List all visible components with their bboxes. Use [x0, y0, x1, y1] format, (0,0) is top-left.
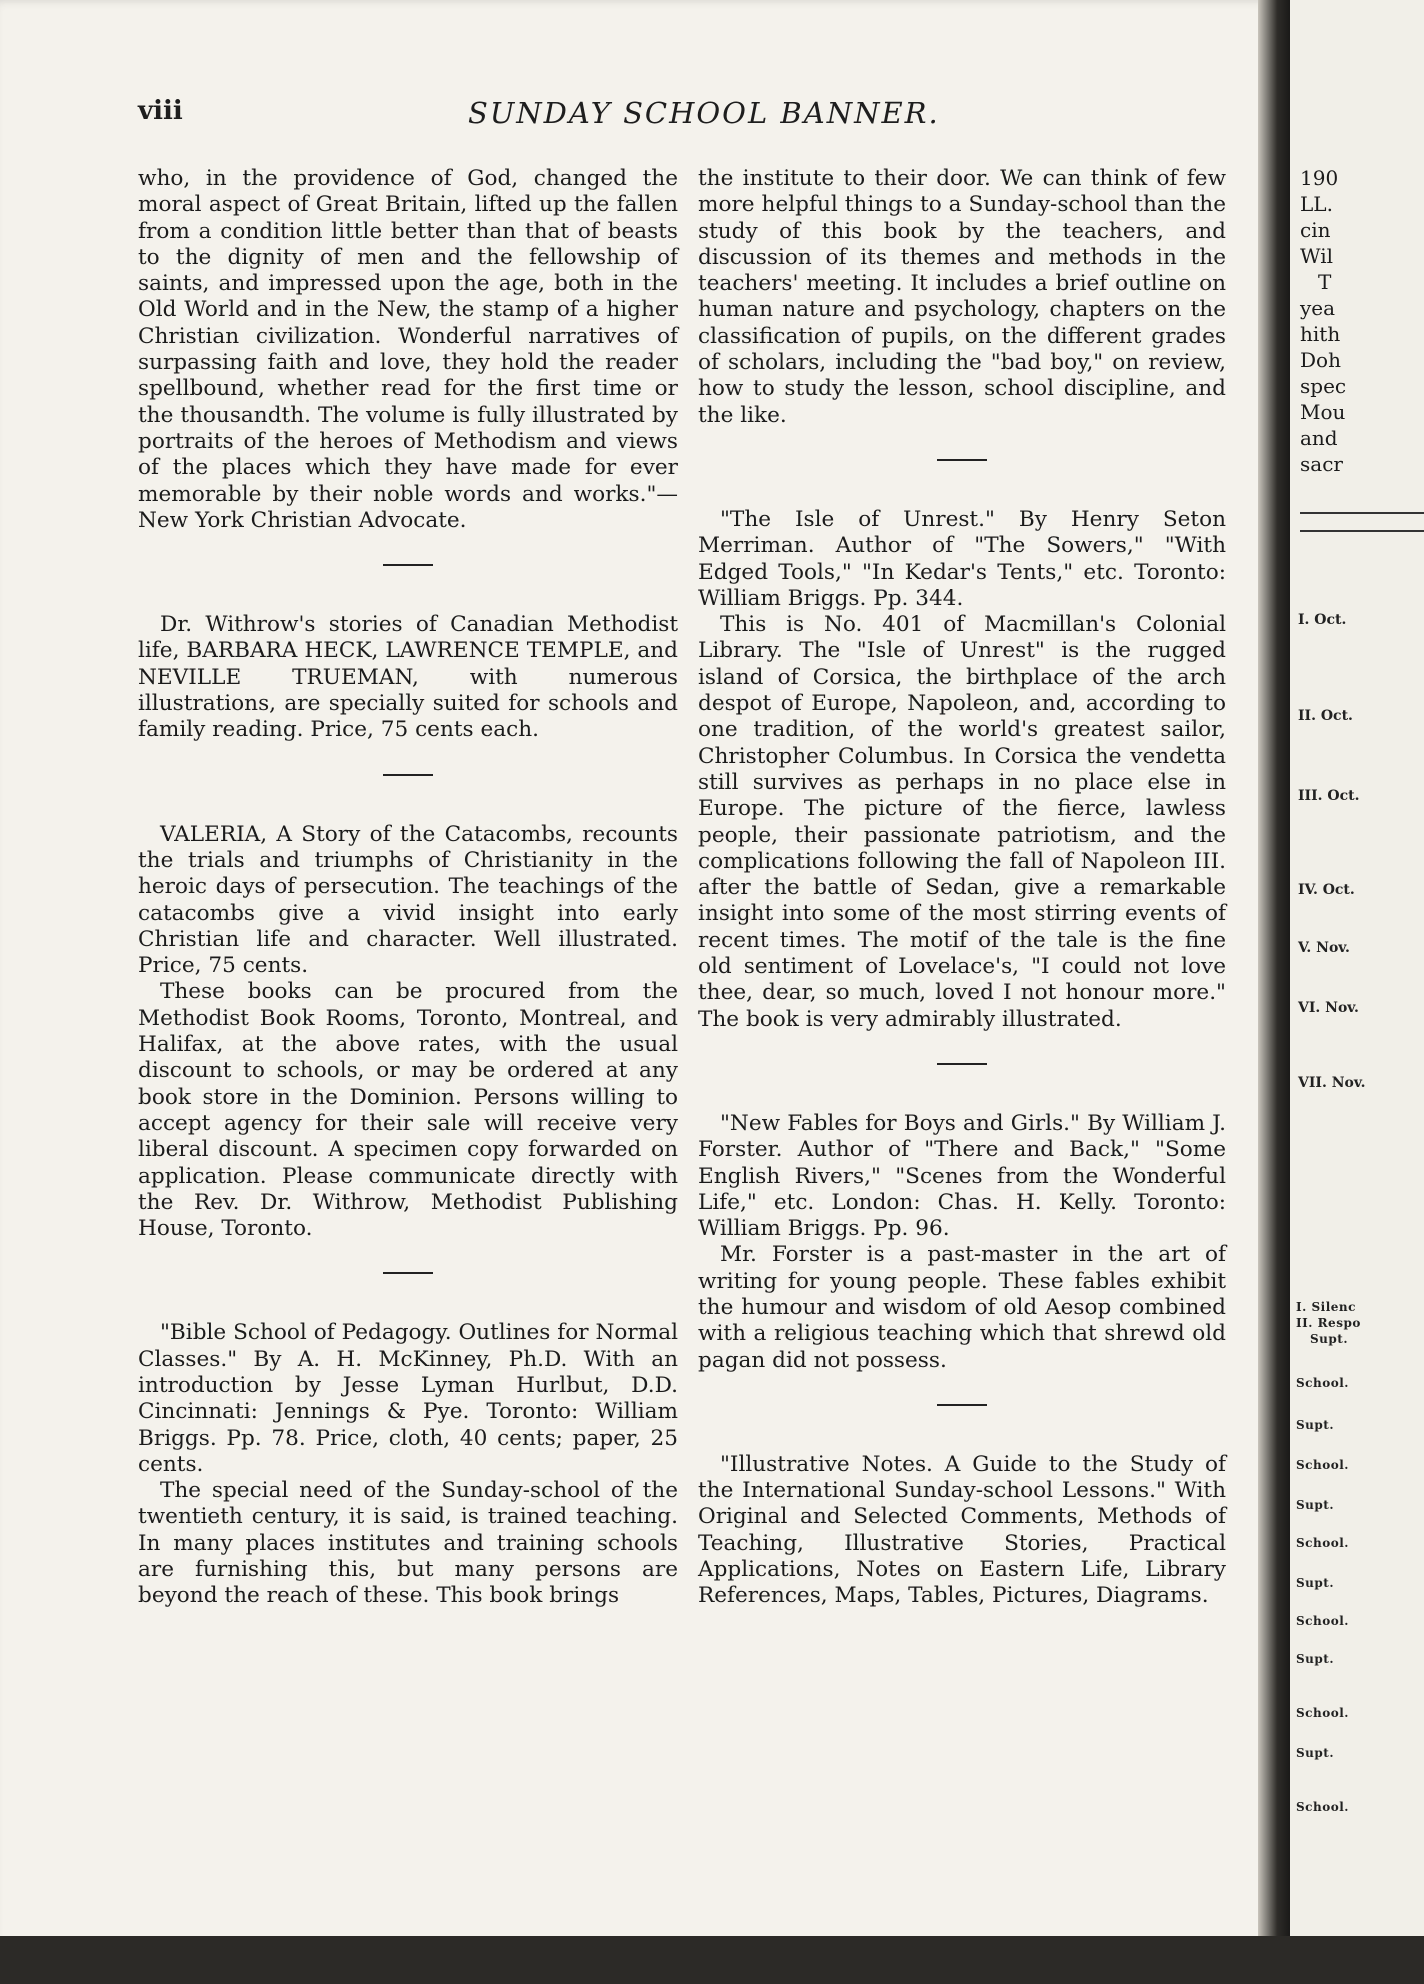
facing-text-fragment: and	[1300, 426, 1338, 450]
responsive-label: School.	[1296, 1376, 1349, 1390]
left-column	[138, 166, 678, 1610]
running-title: SUNDAY SCHOOL BANNER.	[468, 96, 940, 130]
section-divider	[937, 1063, 987, 1065]
facing-text-fragment: LL.	[1300, 192, 1333, 216]
paragraph: VALERIA, A Story of the Catacombs, recounts the trials and triumphs of Christianity in the heroic days of persecution. The teachings of the catacombs give a vivid insight into early Christian life and character. Well illustrated. Price, 75 cents.	[138, 821, 678, 979]
paragraph: "New Fables for Boys and Girls." By William J. Forster. Author of "There and Back," "Some English Rivers," "Scenes from the Wonderful Life," etc. London: Chas. H. Kelly. Toronto: William Briggs. Pp. 96.	[698, 1110, 1226, 1242]
section-divider	[383, 1272, 433, 1274]
responsive-label: I. Silenc	[1296, 1300, 1356, 1314]
scan-background	[0, 1936, 1424, 1984]
paragraph: the institute to their door. We can think of few more helpful things to a Sunday-school than the study of this book by the teachers, and discussion of its themes and methods in the teachers' meeting. It includes a brief outline on human nature and psychology, chapters on the classification of pupils, on the different grades of scholars, including the "bad boy," on review, how to study the lesson, school discipline, and the like.	[698, 166, 1226, 428]
facing-text-fragment: T	[1318, 270, 1332, 294]
facing-text-fragment: Mou	[1300, 400, 1346, 424]
section-divider	[383, 774, 433, 776]
responsive-label: Supt.	[1296, 1498, 1335, 1512]
responsive-label: School.	[1296, 1614, 1349, 1628]
facing-text-fragment: cin	[1300, 218, 1331, 242]
paragraph: These books can be procured from the Methodist Book Rooms, Toronto, Montreal, and Halifax, at the above rates, with the usual discount to schools, or may be ordered at any book store in the Dominion. Persons willing to accept agency for their sale will receive very liberal discount. A specimen copy forwarded on application. Please communicate directly with the Rev. Dr. Withrow, Methodist Publishing House, Toronto.	[138, 979, 678, 1242]
paragraph: The special need of the Sunday-school of the twentieth century, it is said, is trained teaching. In many places institutes and training schools are furnishing this, but many persons are beyond the reach of these. This book brings	[138, 1478, 678, 1609]
responsive-label: School.	[1296, 1458, 1349, 1472]
responsive-label: Supt.	[1296, 1746, 1335, 1760]
paragraph: "The Isle of Unrest." By Henry Seton Merriman. Author of "The Sowers," "With Edged Tools," "In Kedar's Tents," etc. Toronto: William Briggs. Pp. 344.	[698, 506, 1226, 611]
section-divider	[937, 1404, 987, 1406]
paragraph: "Illustrative Notes. A Guide to the Study of the International Sunday-school Lessons." With Original and Selected Comments, Methods of Teaching, Illustrative Stories, Practical Applications, Notes on Eastern Life, Library References, Maps, Tables, Pictures, Diagrams.	[698, 1451, 1226, 1609]
facing-text-fragment: hith	[1300, 322, 1341, 346]
section-divider	[937, 459, 987, 461]
lesson-label: VII. Nov.	[1298, 1075, 1366, 1091]
responsive-label: Supt.	[1296, 1576, 1335, 1590]
responsive-label: II. Respo	[1296, 1316, 1361, 1330]
facing-text-fragment: Wil	[1300, 244, 1333, 268]
facing-text-fragment: sacr	[1300, 452, 1343, 476]
lesson-label: IV. Oct.	[1298, 882, 1355, 898]
lesson-label: III. Oct.	[1298, 788, 1360, 804]
responsive-label: Supt.	[1296, 1418, 1335, 1432]
right-column	[698, 166, 1226, 1610]
facing-text-fragment: spec	[1300, 374, 1347, 398]
paragraph: "Bible School of Pedagogy. Outlines for Normal Classes." By A. H. McKinney, Ph.D. With an introduction by Jesse Lyman Hurlbut, D.D. Cincinnati: Jennings & Pye. Toronto: William Briggs. Pp. 78. Price, cloth, 40 cents; paper, 25 cents.	[138, 1320, 678, 1477]
section-divider	[383, 564, 433, 566]
facing-rule	[1300, 530, 1424, 532]
responsive-label: Supt.	[1296, 1652, 1335, 1666]
lesson-label: I. Oct.	[1298, 612, 1347, 628]
responsive-label: School.	[1296, 1800, 1349, 1814]
responsive-label: Supt.	[1310, 1332, 1349, 1346]
book-gutter	[1258, 0, 1290, 1984]
lesson-label: II. Oct.	[1298, 708, 1353, 724]
page-header	[138, 96, 1236, 140]
facing-rule	[1300, 512, 1424, 514]
responsive-label: School.	[1296, 1536, 1349, 1550]
paragraph: Mr. Forster is a past-master in the art of writing for young people. These fables exhibit the humour and wisdom of old Aesop combined with a religious teaching which that shrewd old pagan did not possess.	[698, 1242, 1226, 1373]
facing-text-fragment: yea	[1300, 296, 1336, 320]
lesson-label: VI. Nov.	[1298, 1000, 1359, 1016]
lesson-label: V. Nov.	[1298, 940, 1350, 956]
facing-text-fragment: Doh	[1300, 348, 1341, 372]
paragraph: Dr. Withrow's stories of Canadian Methodist life, BARBARA HECK, LAWRENCE TEMPLE, and NEVILLE TRUEMAN, with numerous illustrations, are specially suited for schools and family reading. Price, 75 cents each.	[138, 612, 678, 743]
responsive-label: School.	[1296, 1706, 1349, 1720]
facing-text-fragment: 190	[1300, 166, 1339, 190]
paragraph: This is No. 401 of Macmillan's Colonial Library. The "Isle of Unrest" is the rugged island of Corsica, the birthplace of the arch despot of Europe, Napoleon, and, according to one tradition, of the world's greatest sailor, Christopher Columbus. In Corsica the vendetta still survives as perhaps in no place else in Europe. The picture of the fierce, lawless people, their passionate patriotism, and the complications following the fall of Napoleon III. after the battle of Sedan, give a remarkable insight into some of the most stirring events of recent times. The motif of the tale is the fine old sentiment of Lovelace's, "I could not love thee, dear, so much, loved I not honour more." The book is very admirably illustrated.	[698, 612, 1226, 1032]
page-number: viii	[138, 96, 183, 126]
paragraph: who, in the providence of God, changed the moral aspect of Great Britain, lifted up the fallen from a condition little better than that of beasts to the dignity of men and the fellowship of saints, and impressed upon the age, both in the Old World and in the New, the stamp of a higher Christian civilization. Wonderful narratives of surpassing faith and love, they hold the reader spellbound, whether read for the first time or the thousandth. The volume is fully illustrated by portraits of the heroes of Methodism and views of the places which they have made for ever memorable by their noble words and works."—New York Christian Advocate.	[138, 166, 678, 533]
